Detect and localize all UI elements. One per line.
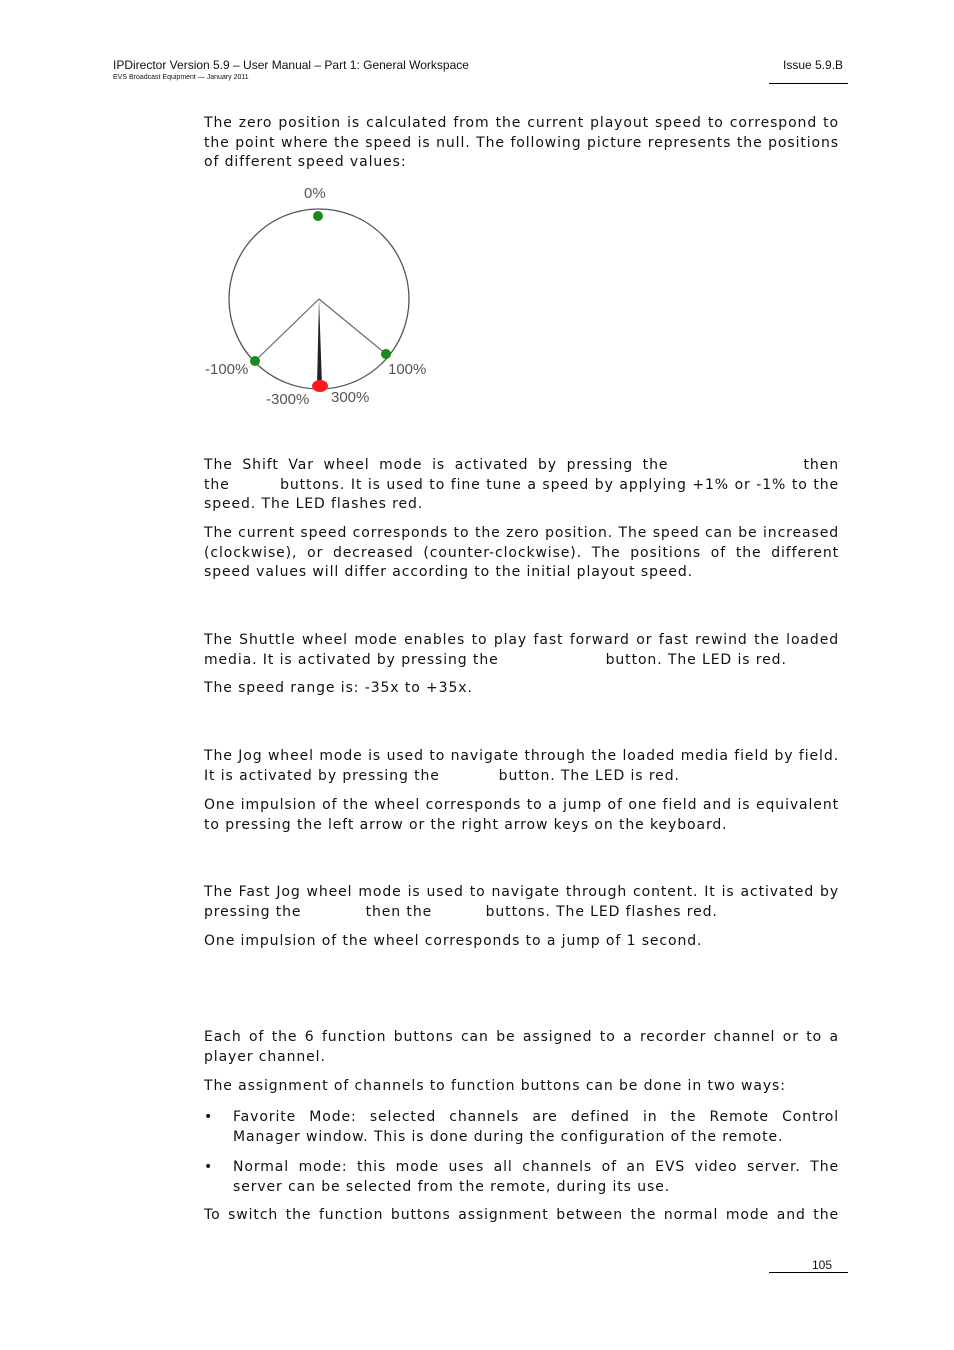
shift-var-text-b: then the: [204, 457, 839, 493]
dot-minus-100-percent: [250, 356, 260, 366]
label-plus-300-percent: 300%: [331, 389, 370, 406]
fast-jog-paragraph: [204, 883, 839, 922]
jog-impulsion-paragraph: One impulsion of the wheel corresponds to a jump of one field and is equivalent to pressing the left arrow or the right arrow keys on the keyboard.: [204, 797, 839, 833]
shift-var-paragraph: [204, 456, 839, 515]
shuttle-paragraph: [204, 631, 839, 670]
needle-minus-100: [255, 299, 319, 361]
bullet-text: Normal mode: this mode uses all channels of an EVS video server. The server can be selected from the remote, during its use.: [233, 1159, 839, 1195]
bullet-favorite-mode: [204, 1108, 839, 1147]
fast-jog-text-c: buttons. The LED flashes red.: [485, 903, 718, 920]
bullet-normal-mode: [204, 1158, 839, 1197]
switch-mode-paragraph: To switch the function buttons assignment between the normal mode and the: [204, 1207, 839, 1223]
dot-300-percent: [312, 380, 328, 392]
function-buttons-paragraph: Each of the 6 function buttons can be assigned to a recorder channel or to a player channel.: [204, 1029, 839, 1065]
label-minus-300-percent: -300%: [266, 391, 310, 408]
fast-jog-text-a: The Fast Jog wheel mode is used to navigate through content. It is activated by pressing the: [204, 884, 839, 920]
header-subtitle: EVS Broadcast Equipment — January 2011: [113, 74, 249, 81]
bullet-symbol: •: [204, 1109, 214, 1125]
label-plus-100-percent: 100%: [388, 361, 427, 378]
fast-jog-impulsion-paragraph: One impulsion of the wheel corresponds to a jump of 1 second.: [204, 933, 703, 949]
shuttle-text-b: button. The LED is red.: [605, 651, 787, 668]
bullet-text: Favorite Mode: selected channels are defined in the Remote Control Manager window. This is done during the configuration of the remote.: [233, 1109, 839, 1145]
jog-text-a: The Jog wheel mode is used to navigate through the loaded media field by field. It is activated by pressing the: [204, 748, 839, 784]
shift-var-text-c: buttons. It is used to fine tune a speed by applying +1% or -1% to the speed. The LED flashes red.: [204, 476, 839, 512]
needle-plus-100: [319, 299, 386, 354]
fast-jog-text-b: then the: [365, 903, 433, 920]
jog-text-b: button. The LED is red.: [498, 767, 680, 784]
dot-0-percent: [313, 211, 323, 221]
speed-position-diagram: [200, 180, 440, 410]
shift-var-zero-paragraph: The current speed corresponds to the zero position. The speed can be increased (clockwise), or decreased (counter-clockwise). The positions of the different speed values will differ according to the initial playout speed.: [204, 525, 839, 580]
jog-paragraph: [204, 747, 839, 786]
shift-var-text-a: The Shift Var wheel mode is activated by pressing the: [204, 457, 669, 473]
header-title: IPDirector Version 5.9 – User Manual – Part 1: General Workspace: [113, 58, 469, 72]
shuttle-text-a: The Shuttle wheel mode enables to play fast forward or fast rewind the loaded media. It is activated by pressing the: [204, 632, 839, 668]
dot-plus-100-percent: [381, 349, 391, 359]
shuttle-range-paragraph: The speed range is: -35x to +35x.: [204, 680, 473, 696]
needle-300: [317, 299, 322, 386]
label-0-percent: 0%: [304, 185, 326, 202]
page-number: 105: [812, 1258, 833, 1272]
intro-paragraph: The zero position is calculated from the current playout speed to correspond to the point where the speed is null. The following picture represents the positions of different speed values:: [204, 115, 839, 170]
label-minus-100-percent: -100%: [205, 361, 249, 378]
assignment-paragraph: The assignment of channels to function buttons can be done in two ways:: [204, 1078, 786, 1094]
bullet-symbol: •: [204, 1159, 214, 1175]
header-rule: [769, 83, 848, 84]
footer-rule: [769, 1272, 848, 1273]
header-issue: Issue 5.9.B: [783, 58, 844, 72]
